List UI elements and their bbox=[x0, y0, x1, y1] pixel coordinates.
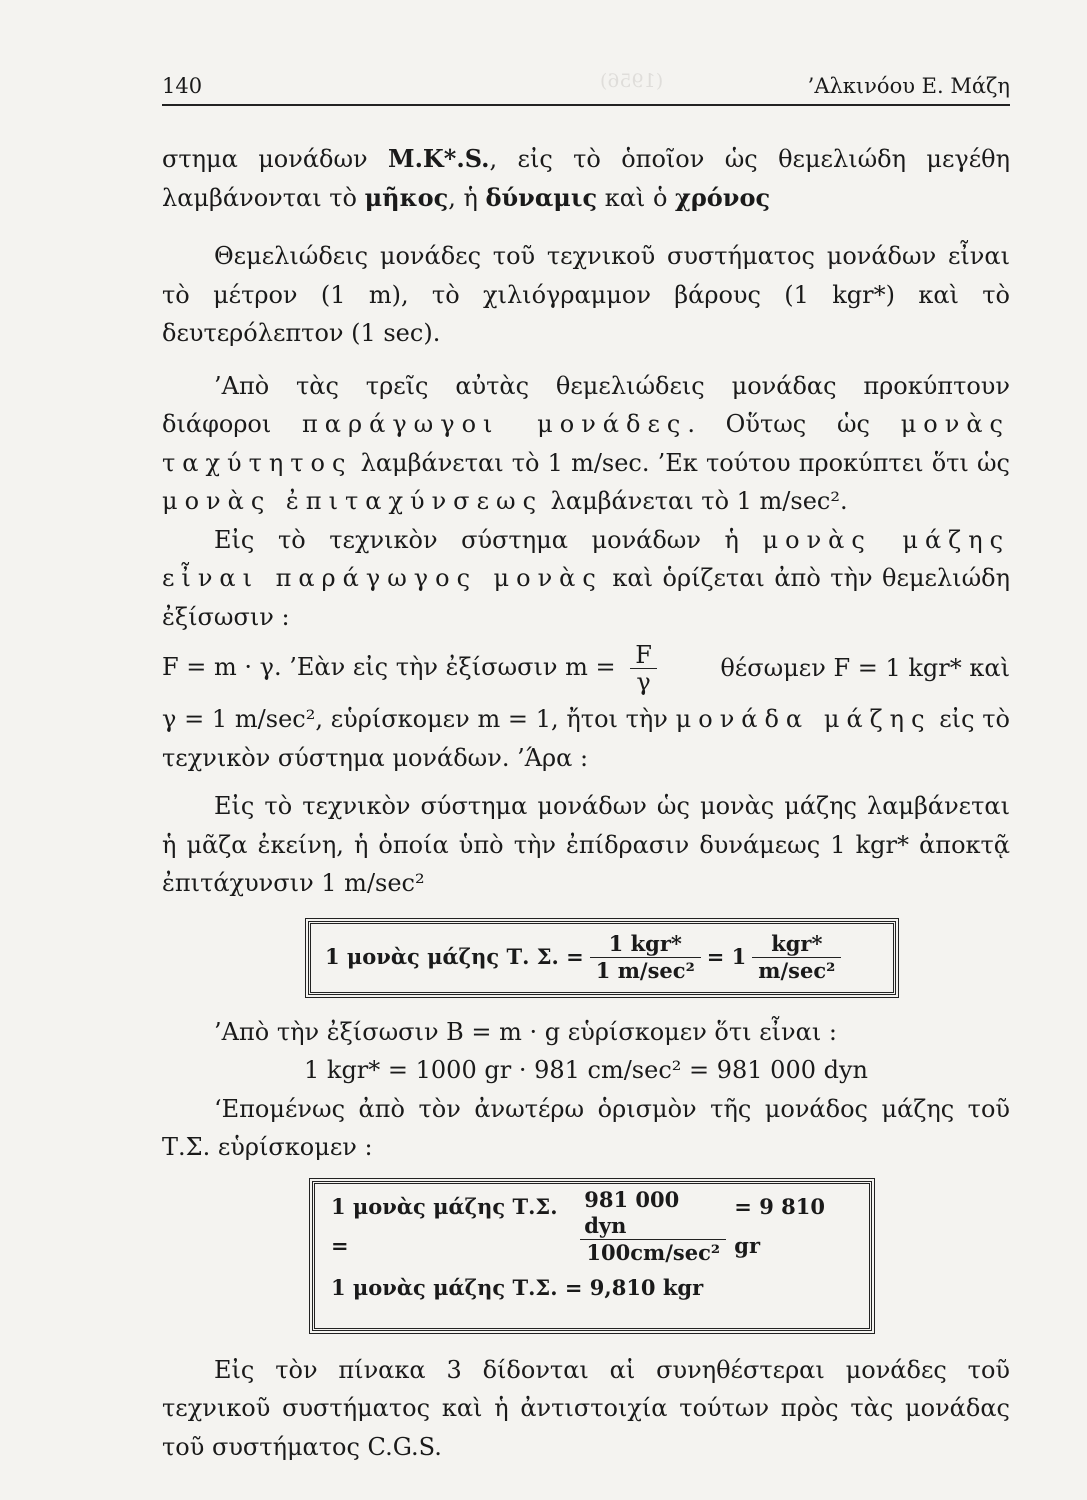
bleed-through-text: (1956) bbox=[600, 70, 664, 92]
box2-fraction bbox=[578, 1187, 728, 1266]
box2-row-2 bbox=[331, 1258, 853, 1320]
box1-fraction-1 bbox=[590, 931, 701, 984]
text-run: λαμβάνεται τὸ 1 m/sec. ’Εκ τούτου προκύπτει ὅτι ὡς bbox=[352, 448, 1010, 477]
boxed-formula-1 bbox=[308, 921, 896, 995]
page-number: 140 bbox=[162, 74, 203, 98]
fraction-numerator: 1 kgr* bbox=[608, 931, 682, 956]
text-run: , εἰς τὸ ὁποῖον ὡς θεμελιώδη μεγέθη λαμβάνονται τὸ bbox=[162, 145, 1010, 212]
text-run: . Οὕτως ὡς bbox=[687, 410, 901, 438]
fraction-denominator: 100cm/sec² bbox=[580, 1239, 726, 1266]
text-run: , ἡ bbox=[448, 183, 486, 212]
text-run-bold: χρόνος bbox=[675, 182, 771, 212]
box1-fraction-2 bbox=[752, 931, 841, 984]
fraction-denominator: 1 m/sec² bbox=[590, 957, 701, 984]
text-run-spaced: μονὰς ταχύτητος bbox=[162, 410, 1010, 477]
text-run: λαμβάνεται τὸ 1 m/sec². bbox=[543, 487, 848, 515]
header-rule bbox=[162, 104, 1010, 106]
text-run: Εἰς τὸ τεχνικὸν σύστημα μονάδων ἡ bbox=[214, 525, 763, 554]
page-header bbox=[162, 74, 1010, 98]
fraction-denominator: γ bbox=[630, 668, 656, 695]
paragraph-8: ‘Επομένως ἀπὸ τὸν ἀνωτέρω ὁρισμὸν τῆς μονάδος μάζης τοῦ Τ.Σ. εὑρίσκομεν : bbox=[162, 1094, 1010, 1161]
paragraph-6: Εἰς τὸ τεχνικὸν σύστημα μονάδων ὡς μονὰς μάζης λαμβάνεται ἡ μᾶζα ἐκείνη, ἡ ὁποία ὑπὸ τὴν ἐπίδρασιν δυνάμεως 1 kgr* ἀποκτᾷ ἐπιτάχυνσιν 1 m/sec² bbox=[162, 792, 1010, 897]
fraction-numerator: 981 000 dyn bbox=[584, 1187, 680, 1238]
formula-mass bbox=[162, 636, 1010, 700]
text-run-spaced: μονάδα μάζης bbox=[675, 705, 932, 733]
text-run: καὶ ὁ bbox=[597, 183, 676, 212]
text-run: εἰς τὸ τεχνικὸν σύστημα μονάδων. ’Άρα : bbox=[162, 705, 1010, 772]
fraction-denominator: m/sec² bbox=[752, 957, 841, 984]
paragraph-9: Εἰς τὸν πίνακα 3 δίδονται αἱ συνηθέστεραι μονάδες τοῦ τεχνικοῦ συστήματος καὶ ἡ ἀντιστοιχία τούτων πρὸς τὰς μονάδας τοῦ συστήματος C.G.S. bbox=[162, 1355, 1010, 1461]
box2-row-1 bbox=[331, 1187, 853, 1265]
text-run-bold: δύναμις bbox=[485, 182, 598, 212]
fraction-numerator: F bbox=[635, 640, 652, 669]
text-run-spaced: παράγωγοι μονάδες bbox=[302, 410, 688, 438]
paragraph-1 bbox=[162, 140, 1010, 217]
fraction-f-over-gamma bbox=[629, 642, 658, 695]
paragraph-5 bbox=[162, 700, 1010, 777]
text-run-bold: μῆκος bbox=[364, 182, 449, 212]
paragraph-3 bbox=[162, 367, 1010, 521]
text-run: στημα μονάδων bbox=[162, 145, 388, 173]
paragraph-7: ’Απὸ τὴν ἐξίσωσιν B = m · g εὑρίσκομεν ὅτι εἶναι : bbox=[214, 1017, 837, 1046]
box1-lhs: 1 μονὰς μάζης Τ. Σ. = bbox=[325, 944, 584, 970]
fraction-numerator: kgr* bbox=[771, 931, 823, 956]
text-run: καὶ ὁρίζεται ἀπὸ τὴν θεμελιώδη ἐξίσωσιν : bbox=[162, 564, 1010, 631]
text-run: ’Απὸ τὰς τρεῖς αὐτὰς θεμελιώδεις μονάδας προκύπτουν διάφοροι bbox=[162, 371, 1010, 438]
box2-lhs: 1 μονὰς μάζης Τ.Σ. = bbox=[331, 1194, 558, 1258]
box1-mid: = 1 bbox=[706, 944, 747, 970]
paragraph-2: Θεμελιώδεις μονάδες τοῦ τεχνικοῦ συστήματος μονάδων εἶναι τὸ μέτρον (1 m), τὸ χιλιόγραμμον βάρους (1 kgr*) καὶ τὸ δευτερόλεπτον (1 sec). bbox=[162, 242, 1010, 347]
text-run-bold: M.K*.S. bbox=[388, 144, 490, 173]
text-run-spaced: μονὰς ἐπιταχύνσεως bbox=[162, 487, 544, 515]
text-run-spaced: μονὰς μάζης εἶναι παράγωγος μονὰς bbox=[162, 525, 1011, 592]
formula-right: θέσωμεν F = 1 kgr* καὶ bbox=[720, 653, 1010, 682]
formula-left: F = m · γ. ’Εὰν εἰς τὴν ἐξίσωσιν m = bbox=[162, 652, 624, 681]
box2-rhs: = 9 810 gr bbox=[734, 1194, 825, 1258]
body-text bbox=[162, 140, 1010, 1466]
text-run: γ = 1 m/sec², εὑρίσκομεν m = 1, ἤτοι τὴν bbox=[162, 705, 676, 733]
box2-row2-text: 1 μονὰς μάζης Τ.Σ. = 9,810 kgr bbox=[331, 1275, 704, 1301]
running-title: ’Αλκινόου Ε. Μάζη bbox=[807, 74, 1010, 98]
equation-centered: 1 kgr* = 1000 gr · 981 cm/sec² = 981 000 dyn bbox=[304, 1056, 868, 1084]
paragraph-4 bbox=[162, 521, 1010, 637]
boxed-formula-2 bbox=[312, 1181, 872, 1331]
